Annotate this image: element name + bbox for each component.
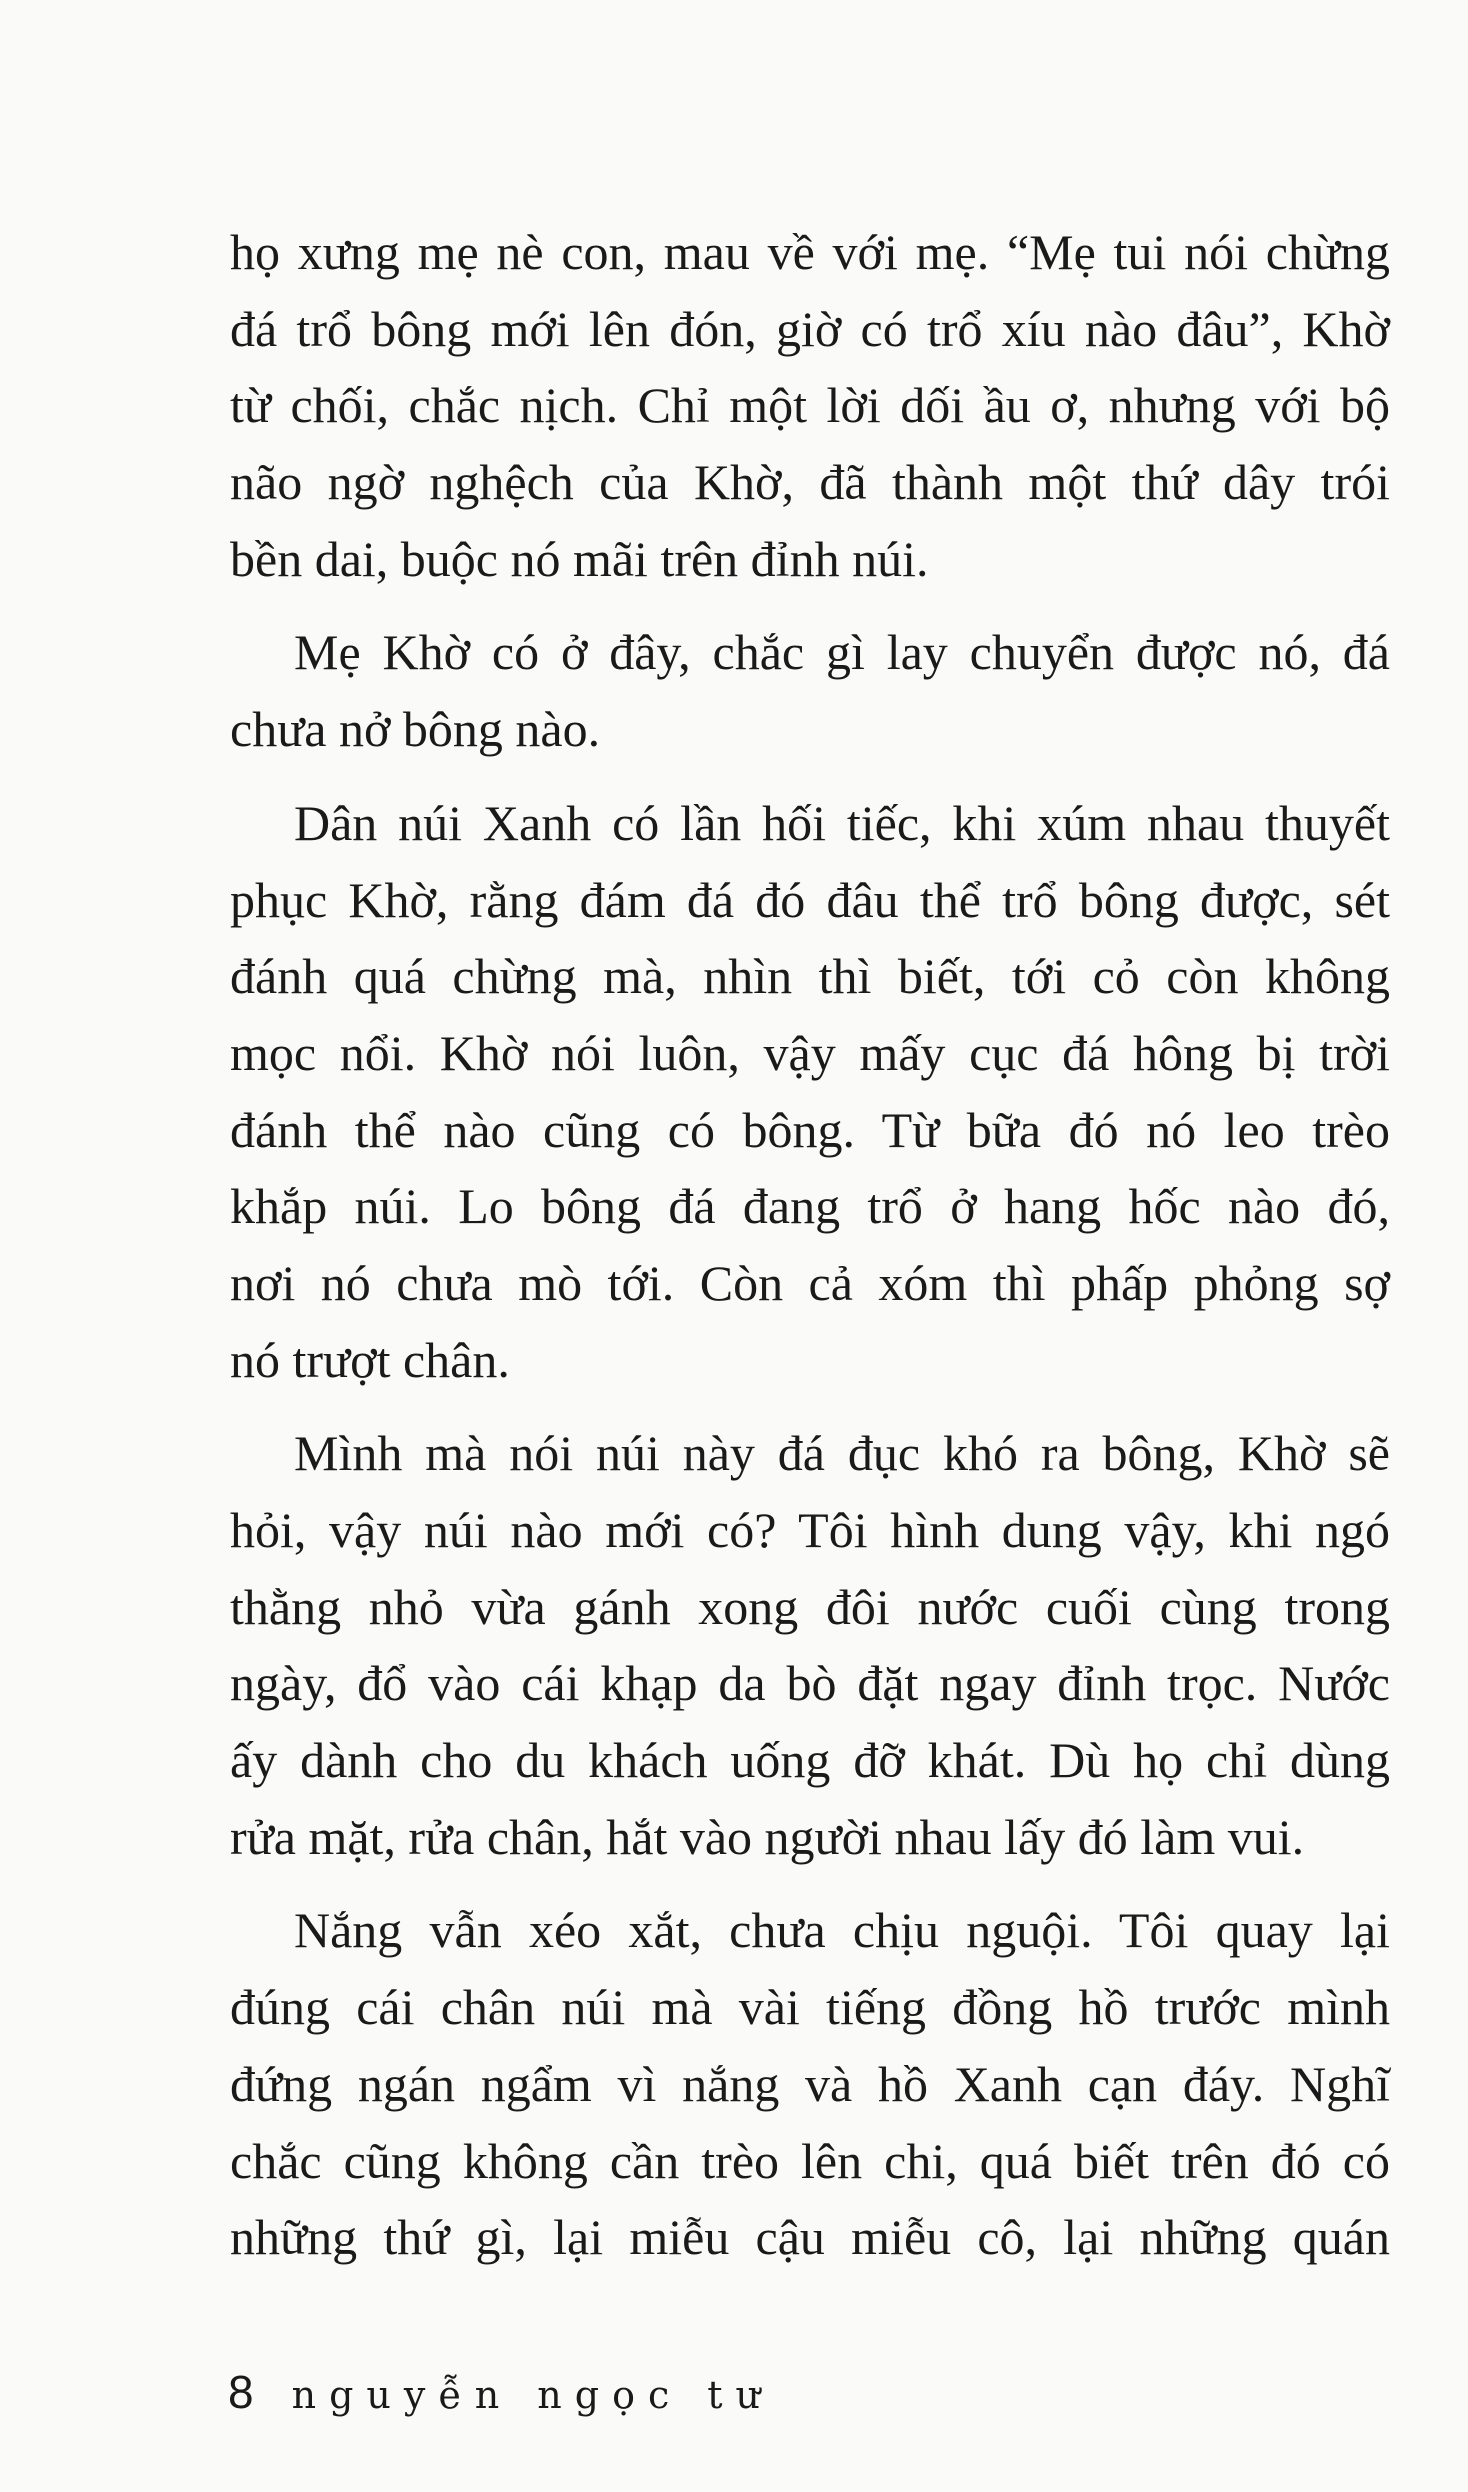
text-line: Dân núi Xanh có lần hối tiếc, khi xúm nhau thuyết [294,794,1390,851]
text-line: họ xưng mẹ nè con, mau về với mẹ. “Mẹ tui nói chừng [230,224,1390,280]
paragraph [230,785,1390,1399]
running-head-author: nguyễn ngọc tư [291,2373,774,2417]
paragraph [230,614,1390,767]
text-line: Mẹ Khờ có ở đây, chắc gì lay chuyển được nó, đá [294,624,1390,681]
page-number: 8 [228,2366,254,2418]
text-line: ngày, đổ vào cái khạp da bò đặt ngay đỉnh trọc. Nước [230,1655,1390,1712]
text-line: Mình mà nói núi này đá đục khó ra bông, Khờ sẽ [294,1425,1390,1482]
text-line: nó trượt chân. [230,1331,510,1388]
text-line: ấy dành cho du khách uống đỡ khát. Dù họ chỉ dùng [230,1732,1390,1789]
text-line: hỏi, vậy núi nào mới có? Tôi hình dung vậy, khi ngó [230,1502,1390,1558]
text-line: rửa mặt, rửa chân, hắt vào người nhau lấy đó làm vui. [230,1808,1305,1865]
text-line: thằng nhỏ vừa gánh xong đôi nước cuối cùng trong [230,1578,1390,1635]
paragraph [230,214,1390,597]
text-line: từ chối, chắc nịch. Chỉ một lời dối ầu ơ, nhưng với bộ [230,377,1390,434]
text-line: những thứ gì, lại miễu cậu miễu cô, lại những quán [230,2209,1390,2266]
text-line: đúng cái chân núi mà vài tiếng đồng hồ trước mình [230,1979,1390,2036]
paragraph [230,1415,1390,1875]
text-line: Nắng vẫn xéo xắt, chưa chịu nguội. Tôi quay lại [294,1902,1390,1959]
page-footer [228,2362,773,2425]
text-line: não ngờ nghệch của Khờ, đã thành một thứ dây trói [230,454,1390,511]
text-line: chưa nở bông nào. [230,701,601,758]
text-line: chắc cũng không cần trèo lên chi, quá biết trên đó có [230,2132,1390,2189]
text-line: đứng ngán ngẩm vì nắng và hồ Xanh cạn đáy. Nghĩ [230,2055,1390,2112]
text-line: nơi nó chưa mò tới. Còn cả xóm thì phấp phỏng sợ [230,1254,1390,1311]
text-line: đánh quá chừng mà, nhìn thì biết, tới cỏ còn không [230,948,1390,1005]
paragraph [230,1892,1390,2275]
page-body-text [230,214,1390,2293]
text-line: phục Khờ, rằng đám đá đó đâu thể trổ bông được, sét [230,871,1390,928]
text-line: đánh thể nào cũng có bông. Từ bữa đó nó leo trèo [230,1101,1390,1158]
text-line: bền dai, buộc nó mãi trên đỉnh núi. [230,530,929,587]
text-line: mọc nổi. Khờ nói luôn, vậy mấy cục đá hông bị trời [230,1024,1390,1081]
text-line: khắp núi. Lo bông đá đang trổ ở hang hốc nào đó, [230,1178,1390,1235]
text-line: đá trổ bông mới lên đón, giờ có trổ xíu nào đâu”, Khờ [230,300,1390,357]
